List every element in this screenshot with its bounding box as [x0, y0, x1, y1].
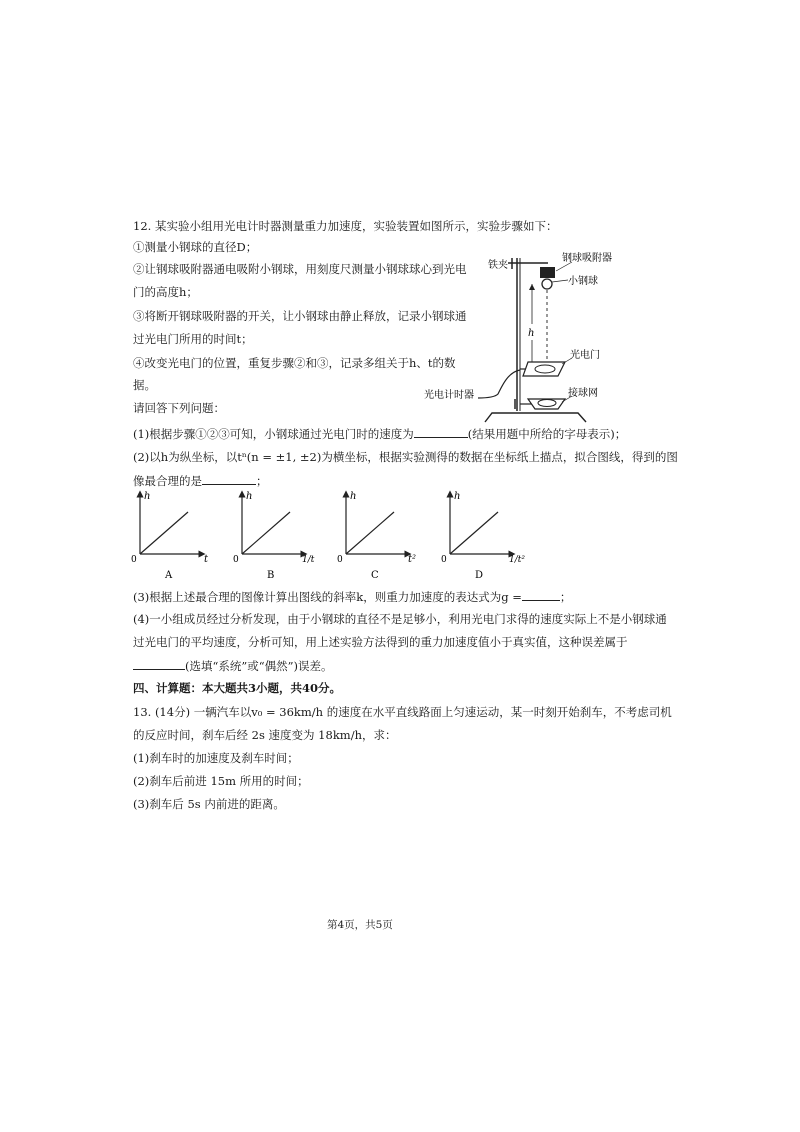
section-heading: 四、计算题：本大题共3小题，共40分。	[133, 681, 342, 695]
q12-sub2-end: ；	[256, 474, 268, 488]
answer-blank-2[interactable]	[202, 473, 256, 485]
graph-a-y: h	[144, 491, 151, 502]
graph-b-origin: 0	[233, 555, 239, 565]
q12-step2-line1: ②让钢球吸附器通电吸附小钢球，用刻度尺测量小钢球球心到光电	[133, 262, 467, 276]
graph-c-label: C	[371, 570, 379, 581]
q12-sub2-line1: (2)以h为纵坐标，以tⁿ(n = ±1, ±2)为横坐标，根据实验测得的数据在坐标纸上描点，拟合图线，得到的图	[133, 450, 678, 464]
q12-step3-line1: ③将断开钢球吸附器的开关，让小钢球由静止释放，记录小钢球通	[133, 309, 467, 323]
q13-line1: 13. (14分) 一辆汽车以v₀ = 36km/h 的速度在水平直线路面上匀速运动，某一时刻开始刹车，不考虑司机	[133, 705, 672, 719]
graph-c	[337, 491, 416, 581]
graph-d-x: 1/t²	[509, 555, 525, 565]
q12-step4-line2: 据。	[133, 378, 156, 392]
label-catch-net: 接球网	[568, 388, 598, 399]
q12-sub4-line3	[133, 658, 333, 674]
graph-options	[120, 486, 540, 586]
q12-prompt: 请回答下列问题：	[133, 401, 225, 415]
graph-b-label: B	[267, 570, 275, 581]
label-iron-clamp: 铁夹	[488, 260, 508, 271]
q12-step3-line2: 过光电门所用的时间t；	[133, 332, 253, 346]
answer-blank-3[interactable]	[522, 589, 560, 601]
graph-a-label: A	[165, 570, 173, 581]
q12-sub3-text: (3)根据上述最合理的图像计算出图线的斜率k，则重力加速度的表达式为g =	[133, 590, 522, 604]
graph-a	[131, 491, 209, 581]
q12-sub2-text: 像最合理的是	[133, 474, 202, 488]
graph-b	[233, 491, 315, 581]
graph-a-origin: 0	[131, 555, 137, 565]
answer-blank-1[interactable]	[414, 426, 468, 438]
q12-sub1-text: (1)根据步骤①②③可知，小钢球通过光电门时的速度为	[133, 427, 414, 441]
label-height: h	[528, 328, 535, 339]
q12-step1: ①测量小钢球的直径D；	[133, 240, 258, 254]
label-photogate: 光电门	[570, 350, 600, 361]
q12-title: 12. 某实验小组用光电计时器测量重力加速度，实验装置如图所示，实验步骤如下：	[133, 219, 558, 233]
page-number: 第4页，共5页	[327, 919, 393, 931]
q12-sub3-end: ；	[559, 590, 572, 604]
q13-sub1: (1)刹车时的加速度及刹车时间；	[133, 751, 299, 765]
graph-d-origin: 0	[441, 555, 447, 565]
label-small-ball: 小钢球	[568, 276, 598, 287]
q13-sub2: (2)刹车后前进 15m 所用的时间；	[133, 774, 309, 788]
label-ball-holder: 钢球吸附器	[562, 253, 612, 264]
graph-c-origin: 0	[337, 555, 343, 565]
q12-sub1	[133, 426, 626, 442]
q12-sub1-note: (结果用题中所给的字母表示)；	[467, 427, 627, 441]
answer-blank-4[interactable]	[133, 658, 185, 670]
q12-step2-line2: 门的高度h；	[133, 285, 198, 299]
graph-d-label: D	[475, 570, 484, 581]
q13-line2: 的反应时间，刹车后经 2s 速度变为 18km/h，求：	[133, 728, 397, 742]
graph-c-x: t²	[408, 554, 417, 565]
graph-c-y: h	[350, 491, 357, 502]
q12-sub4-text: (选填“系统”或“偶然”)误差。	[185, 659, 333, 673]
graph-a-x: t	[204, 554, 209, 565]
graph-b-y: h	[246, 491, 253, 502]
q13-sub3: (3)刹车后 5s 内前进的距离。	[133, 797, 285, 811]
apparatus-diagram	[420, 246, 620, 424]
q12-sub4-line2: 过光电门的平均速度，分析可知，用上述实验方法得到的重力加速度值小于真实值，这种误差属于	[133, 635, 628, 649]
label-timer: 光电计时器	[424, 390, 474, 401]
q12-sub4-line1: (4)一小组成员经过分析发现，由于小钢球的直径不是足够小，利用光电门求得的速度实际上不是小钢球通	[133, 612, 667, 626]
q12-sub3	[133, 589, 571, 605]
q12-step4-line1: ④改变光电门的位置，重复步骤②和③，记录多组关于h、t的数	[133, 356, 456, 370]
graph-b-x: 1/t	[302, 555, 315, 565]
graph-d	[441, 491, 525, 581]
graph-d-y: h	[454, 491, 461, 502]
